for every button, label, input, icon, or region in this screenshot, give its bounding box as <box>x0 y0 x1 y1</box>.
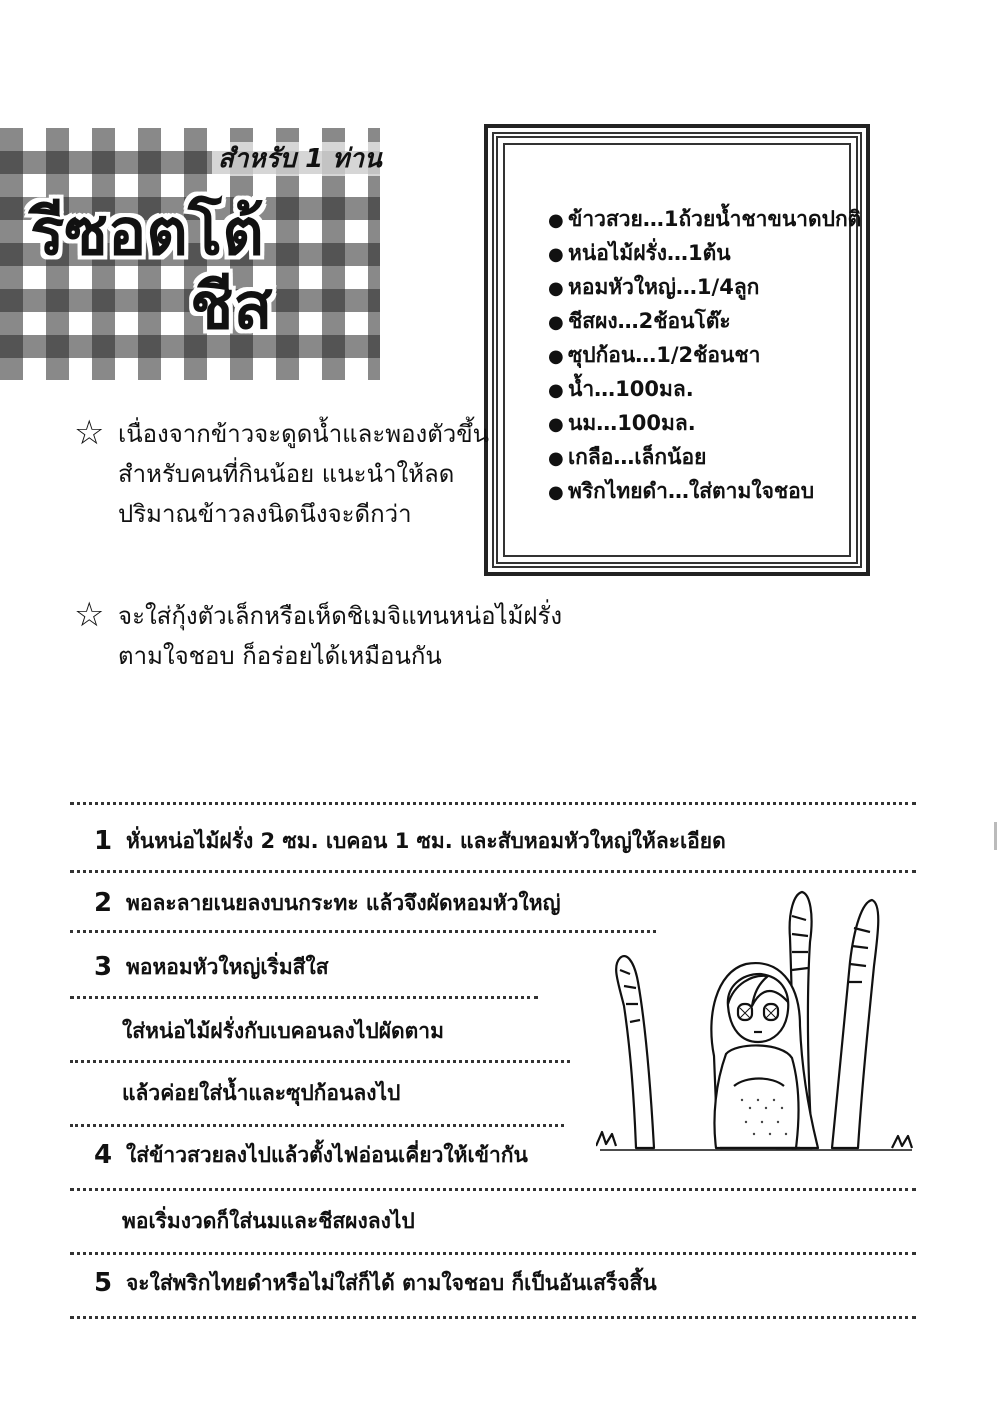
bullet-icon: ● <box>548 210 564 231</box>
ingredient-item: ● เกลือ…เล็กน้อย <box>548 440 861 474</box>
ingredient-item: ● นม…100มล. <box>548 406 861 440</box>
bullet-icon: ● <box>548 482 564 503</box>
tip-line: จะใส่กุ้งตัวเล็กหรือเห็ดชิเมจิแทนหน่อไม้ฝรั่ง <box>118 602 563 630</box>
ruled-line <box>70 996 538 999</box>
step-number: 2 <box>94 888 113 918</box>
tip-line: ปริมาณข้าวลงนิดนึงจะดีกว่า <box>118 500 412 528</box>
ingredient-item: ● น้ำ…100มล. <box>548 372 861 406</box>
bullet-icon: ● <box>548 346 564 367</box>
bullet-icon: ● <box>548 244 564 265</box>
ingredient-item: ● ชีสผง…2ช้อนโต๊ะ <box>548 304 861 338</box>
ruled-line <box>70 802 916 805</box>
star-icon: ☆ <box>74 595 105 635</box>
ingredient-item: ● ข้าวสวย…1ถ้วยน้ำชาขนาดปกติ <box>548 202 861 236</box>
ingredients-list <box>548 202 861 508</box>
step-number: 3 <box>94 952 113 982</box>
step-number: 4 <box>94 1140 113 1170</box>
ingredient-item: ● พริกไทยดำ…ใส่ตามใจชอบ <box>548 474 861 508</box>
page-edge-mark <box>994 822 997 850</box>
chibi-girl-asparagus-illustration <box>596 886 916 1176</box>
step-text: แล้วค่อยใส่น้ำและซุปก้อนลงไป <box>122 1081 401 1105</box>
recipe-title <box>30 196 330 344</box>
step-text: ใส่ข้าวสวยลงไปแล้วตั้งไฟอ่อนเคี่ยวให้เข้ากัน <box>126 1143 528 1167</box>
step-text: ใส่หน่อไม้ฝรั่งกับเบคอนลงไปผัดตาม <box>122 1019 444 1043</box>
ingredient-item: ● ซุปก้อน…1/2ช้อนชา <box>548 338 861 372</box>
bullet-icon: ● <box>548 312 564 333</box>
ruled-line <box>70 1060 570 1063</box>
step-text: จะใส่พริกไทยดำหรือไม่ใส่ก็ได้ ตามใจชอบ ก็เป็นอันเสร็จสิ้น <box>126 1271 657 1295</box>
serving-size: สำหรับ 1 ท่าน <box>212 142 388 176</box>
tip-line: สำหรับคนที่กินน้อย แนะนำให้ลด <box>118 460 455 488</box>
recipe-title-line2: ชีส <box>190 270 273 344</box>
step-text: หั่นหน่อไม้ฝรั่ง 2 ซม. เบคอน 1 ซม. และสับหอมหัวใหญ่ให้ละเอียด <box>126 829 726 853</box>
bullet-icon: ● <box>548 448 564 469</box>
ruled-line <box>70 870 916 873</box>
step-text: พอละลายเนยลงบนกระทะ แล้วจึงผัดหอมหัวใหญ่ <box>126 891 561 915</box>
star-icon: ☆ <box>74 413 105 453</box>
tip-note-substitute <box>74 596 562 676</box>
ruled-line <box>70 1124 564 1127</box>
recipe-title-line1: รีซอตโต้ <box>30 196 264 270</box>
bullet-icon: ● <box>548 278 564 299</box>
tip-line: ตามใจชอบ ก็อร่อยได้เหมือนกัน <box>118 642 442 670</box>
ruled-line <box>70 1188 916 1191</box>
ruled-line <box>70 930 656 933</box>
tip-line: เนื่องจากข้าวจะดูดน้ำและพองตัวขึ้น <box>118 420 490 448</box>
ingredient-item: ● หอมหัวใหญ่…1/4ลูก <box>548 270 861 304</box>
bullet-icon: ● <box>548 380 564 401</box>
tip-note-rice <box>74 414 489 534</box>
ruled-line <box>70 1316 916 1319</box>
step-number: 1 <box>94 826 113 856</box>
step-number: 5 <box>94 1268 113 1298</box>
ingredient-item: ● หน่อไม้ฝรั่ง…1ต้น <box>548 236 861 270</box>
bullet-icon: ● <box>548 414 564 435</box>
step-text: พอหอมหัวใหญ่เริ่มสีใส <box>126 955 329 979</box>
ruled-line <box>70 1252 916 1255</box>
step-text: พอเริ่มงวดก็ใส่นมและชีสผงลงไป <box>122 1209 415 1233</box>
